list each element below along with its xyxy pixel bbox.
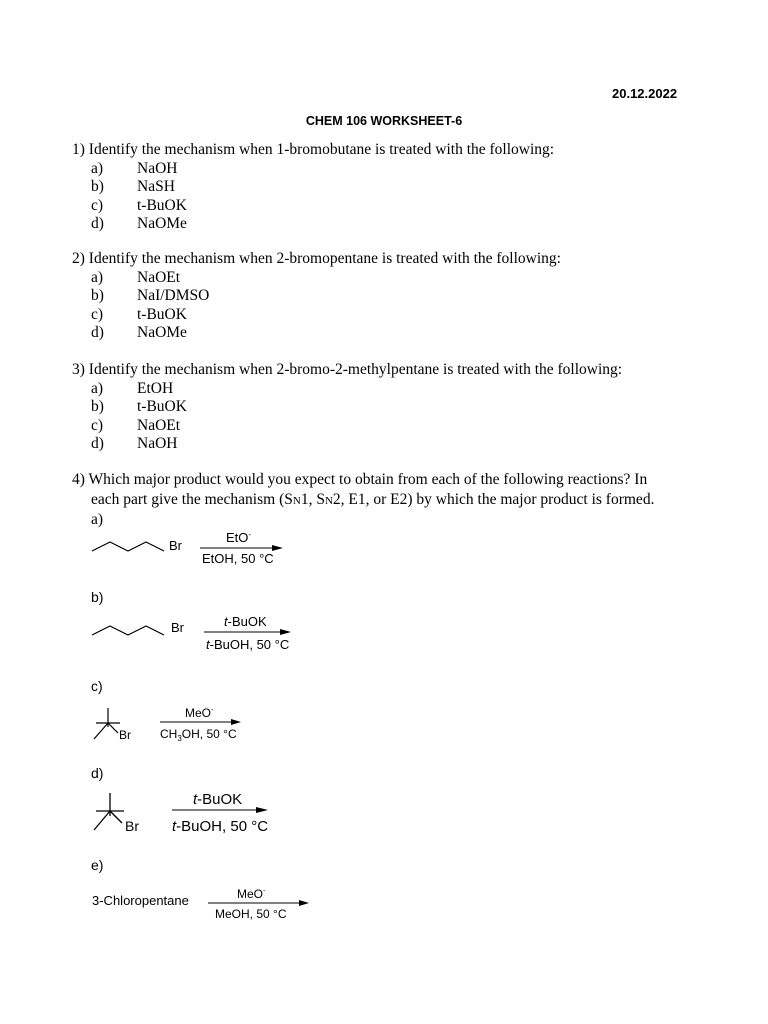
- reagent-methoxide: MeO-: [185, 706, 214, 720]
- question-3-stem: 3) Identify the mechanism when 2-bromo-2-methylpentane is treated with the following:: [72, 361, 623, 378]
- question-2-option-b: [91, 287, 231, 306]
- reagent-tert-butoxide: t-BuOK: [193, 791, 243, 808]
- leaving-group-br: Br: [125, 818, 139, 834]
- reaction-e: [88, 884, 318, 924]
- tert-butyl-bromide-structure: [94, 708, 120, 739]
- date: 20.12.2022: [612, 86, 678, 101]
- option-reagent: t-BuOK: [137, 398, 187, 415]
- arrowhead: [231, 719, 241, 725]
- option-label: b): [91, 398, 104, 415]
- leaving-group-br: Br: [119, 728, 131, 742]
- part-d-label: d): [91, 765, 104, 781]
- arrowhead: [280, 629, 291, 635]
- reaction-conditions: EtOH, 50 °C: [202, 551, 274, 566]
- question-3-option-c: [91, 417, 231, 436]
- part-a-label: a): [91, 511, 104, 528]
- reaction-d: [88, 788, 288, 840]
- option-label: a): [91, 379, 104, 397]
- question-1-option-b: [91, 178, 231, 197]
- option-reagent: NaOMe: [137, 324, 187, 341]
- question-1-option-c: [91, 197, 231, 216]
- option-reagent: NaOH: [137, 159, 178, 177]
- part-b-label: b): [91, 589, 104, 605]
- option-label: d): [91, 435, 104, 452]
- question-2-stem: 2) Identify the mechanism when 2-bromopentane is treated with the following:: [72, 250, 561, 267]
- question-2-option-c: [91, 306, 231, 325]
- tert-butyl-bromide-structure: [94, 793, 124, 830]
- option-reagent: NaOMe: [137, 215, 187, 232]
- option-label: c): [91, 196, 104, 214]
- option-reagent: NaSH: [137, 178, 175, 195]
- reaction-conditions: t-BuOH, 50 °C: [206, 637, 290, 652]
- part-e-label: e): [91, 857, 104, 873]
- leaving-group-br: Br: [169, 538, 182, 553]
- question-4-stem-line-2: each part give the mechanism (SN1, SN2, E1, or E2) by which the major product is formed.: [91, 491, 655, 508]
- reaction-conditions: $CH_3OH$, 50 °C: [160, 727, 237, 743]
- substrate-3-chloropentane: 3-Chloropentane: [92, 893, 189, 908]
- question-3-option-a: [91, 380, 231, 399]
- option-reagent: NaOEt: [137, 416, 181, 434]
- question-4-stem-line-1: 4) Which major product would you expect to obtain from each of the following reactions? In: [72, 471, 648, 488]
- leaving-group-br: Br: [171, 620, 184, 635]
- option-label: a): [91, 159, 104, 177]
- option-reagent: NaI/DMSO: [137, 287, 210, 304]
- option-reagent: t-BuOK: [137, 196, 187, 214]
- question-1-option-a: [91, 160, 231, 179]
- option-label: a): [91, 268, 104, 286]
- question-2-option-a: [91, 269, 231, 288]
- reaction-conditions: MeOH, 50 °C: [215, 907, 287, 921]
- question-1-option-d: [91, 215, 231, 234]
- option-reagent: NaOEt: [137, 268, 181, 286]
- question-3-option-d: [91, 435, 231, 454]
- question-3-option-b: [91, 398, 231, 417]
- option-reagent: t-BuOK: [137, 305, 187, 323]
- option-label: b): [91, 287, 104, 304]
- 1-bromopentane-structure: [92, 626, 164, 635]
- reagent-ethoxide: EtO-: [226, 530, 252, 545]
- reaction-a: [88, 528, 298, 570]
- part-c-label: c): [91, 678, 103, 694]
- reaction-conditions: t-BuOH, 50 °C: [172, 818, 269, 835]
- question-2-option-d: [91, 324, 231, 343]
- reaction-c: [88, 703, 258, 747]
- option-reagent: NaOH: [137, 435, 178, 452]
- reagent-methoxide: MeO-: [237, 887, 266, 901]
- question-1-stem: 1) Identify the mechanism when 1-bromobutane is treated with the following:: [72, 141, 555, 158]
- option-label: d): [91, 324, 104, 341]
- option-label: d): [91, 215, 104, 232]
- arrowhead: [256, 807, 268, 813]
- reaction-b: [88, 612, 308, 656]
- option-label: b): [91, 178, 104, 195]
- worksheet-title: CHEM 106 WORKSHEET-6: [305, 114, 463, 128]
- reagent-tert-butoxide: t-BuOK: [224, 614, 267, 629]
- option-label: c): [91, 305, 104, 323]
- option-reagent: EtOH: [137, 379, 174, 397]
- arrowhead: [299, 900, 309, 906]
- 1-bromopentane-structure: [92, 542, 164, 551]
- option-label: c): [91, 416, 104, 434]
